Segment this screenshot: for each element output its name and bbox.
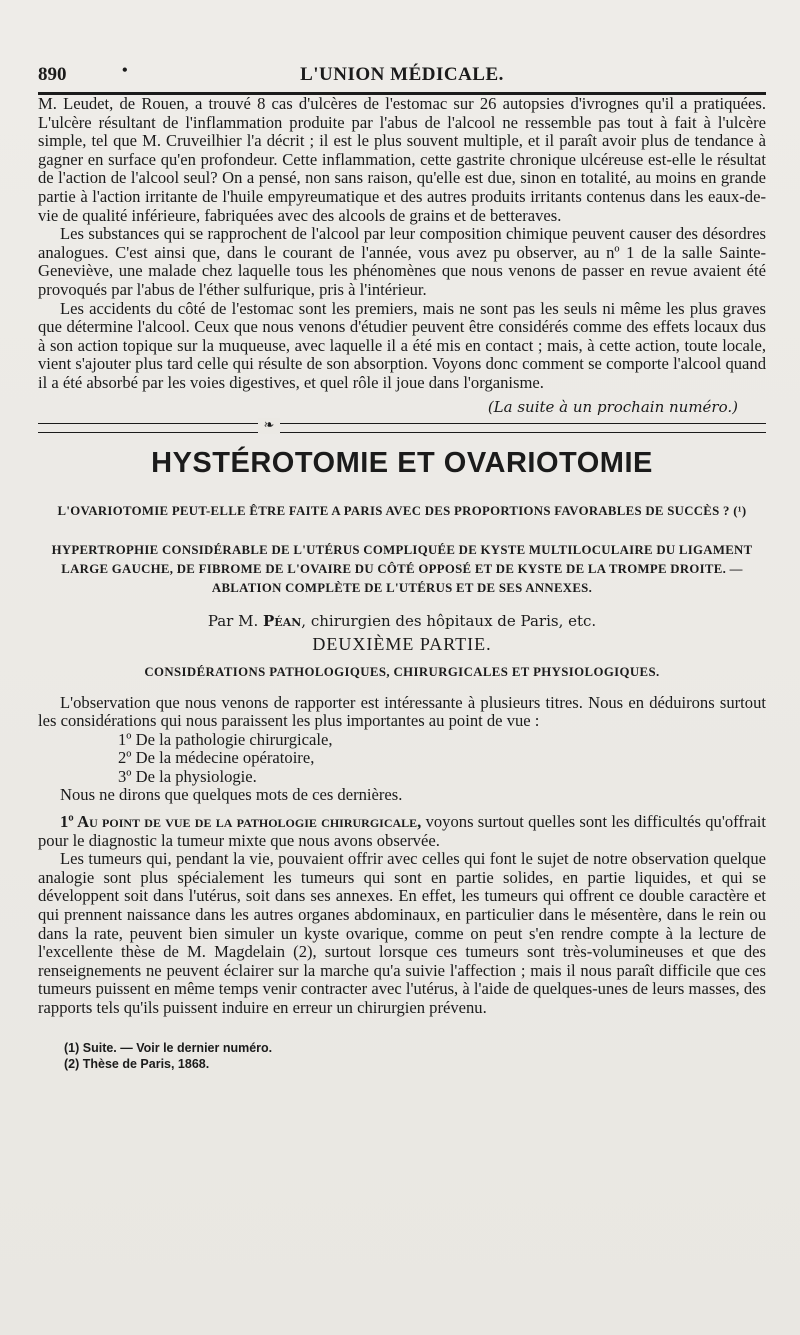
list-item: 2º De la médecine opératoire, [118,748,315,768]
section-heading: CONSIDÉRATIONS PATHOLOGIQUES, CHIRURGICALES ET PHYSIOLOGIQUES. [144,664,660,679]
paragraph: M. Leudet, de Rouen, a trouvé 8 cas d'ulcères de l'estomac sur 26 autopsies d'ivrognes qu'il a pratiquées. L'ulcère résultant de l'inflammation produite par l'abus de l'alcool ne ressemble pas tout à fait à l'ulcère simple, tel que M. Cruveilhier l'a décrit ; il est le plus souvent multiple, et il paraît avoir plus de tendance à gagner en surface qu'en profondeur. Cette inflammation, cette gastrite chronique ulcéreuse est-elle le résultat de l'action de l'alcool seul? On a pensé, non sans raison, qu'elle est due, sinon en totalité, au moins en grande partie à l'action irritante de l'huile empyreumatique et des autres produits irritants contenus dans les eaux-de-vie de qualité inférieure, fabriquées avec des alcools de grains et de betteraves. [38,94,766,225]
article-title: HYSTÉROTOMIE ET OVARIOTOMIE [151,446,653,479]
byline-prefix: Par M. [207,611,259,630]
footnotes [38,1040,766,1072]
paragraph: Les accidents du côté de l'estomac sont les premiers, mais ne sont pas les seuls ni même les plus graves que détermine l'alcool. Ceux que nous venons d'étudier peuvent être considérés comme des effets locaux dus à son action topique sur la muqueuse, avec laquelle il a été mis en contact ; mais, à cette action, toute locale, vient s'ajouter plus tard celle qui résulte de son absorption. Voyons donc comment se comporte l'alcool quand il a été absorbé par les voies digestives, et quel rôle il joue dans l'organisme. [38,298,766,392]
part-heading: DEUXIÈME PARTIE. [312,633,492,654]
article-body [38,694,766,1018]
paragraph: Les substances qui se rapprochent de l'alcool par leur composition chimique peuvent causer des désordres analogues. C'est ainsi que, dans le courant de l'année, vous avez pu observer, au nº 1 de la salle Sainte-Geneviève, une malade chez laquelle tous les phénomènes que nous venons de passer en revue avaient été provoqués par l'abus de l'éther sulfurique, pris à l'intérieur. [38,224,766,299]
section-separator [38,417,766,433]
point-label: 1º Au point de vue de la pathologie chirurgicale, [60,812,422,832]
running-head [38,54,766,88]
ornament-icon: ❧ [258,418,280,434]
closing-line: Nous ne dirons que quelques mots de ces dernières. [60,785,403,805]
article-subtitle: L'OVARIOTOMIE PEUT-ELLE ÊTRE FAITE A PARIS AVEC DES PROPORTIONS FAVORABLES DE SUCCÈS ? (¹) [57,503,747,518]
paragraph: Les tumeurs qui, pendant la vie, pouvaient offrir avec celles qui font le sujet de notre observation quelque analogie sont plus spécialement les tumeurs qui sont en partie solides, en partie liquides, et qui se développent soit dans l'utérus, soit dans ses annexes. En effet, les tumeurs qui offrent ce double caractère et qui prennent naissance dans les autres organes abdominaux, en particulier dans le mésentère, dans le rein ou dans la rate, peuvent bien simuler un kyste ovarique, comme on peut s'en rendre compte à la lecture de l'excellente thèse de M. Magdelain (2), surtout lorsque ces tumeurs sont très-volumineuses et que des renseignements ne peuvent éclairer sur la marche qu'a suivie l'affection ; mais il nous paraît difficile que ces tumeurs puissent en même temps venir contracter avec l'utérus, à l'aide de quelques-unes de leurs masses, des rapports tels qu'ils puissent induire en erreur un chirurgien prévenu. [38,849,766,1017]
journal-title: L'UNION MÉDICALE. [300,64,504,85]
point-paragraph [38,813,766,850]
previous-article-end [38,95,766,393]
list-item: 1º De la pathologie chirurgicale, [118,729,333,749]
author-name: Péan [263,611,302,630]
intro-paragraph: L'observation que nous venons de rapporter est intéressante à plusieurs titres. Nous en déduirons surtout les considérations qui nous paraissent les plus importantes au point de vue : [38,692,766,731]
continuation-note: (La suite à un prochain numéro.) [487,397,738,416]
byline-suffix: , chirurgien des hôpitaux de Paris, etc. [301,611,597,630]
page-number: 890 [38,64,67,85]
footnote: (2) Thèse de Paris, 1868. [64,1056,210,1071]
byline [38,612,766,630]
point-text: voyons surtout quelles sont les difficultés qu'offrait pour le diagnostic la tumeur mixte que nous avons observée. [38,812,766,850]
list-item: 3º De la physiologie. [118,766,257,786]
case-title: HYPERTROPHIE CONSIDÉRABLE DE L'UTÉRUS COMPLIQUÉE DE KYSTE MULTILOCULAIRE DU LIGAMENT LARGE GAUCHE, DE FIBROME DE L'OVAIRE DU CÔTÉ OPPOSÉ ET DE KYSTE DE LA TROMPE DROITE. — ABLATION COMPLÈTE DE L'UTÉRUS ET DE SES ANNEXES. [51,542,753,595]
footnote: (1) Suite. — Voir le dernier numéro. [64,1040,273,1055]
header-bullet: • [122,62,128,79]
